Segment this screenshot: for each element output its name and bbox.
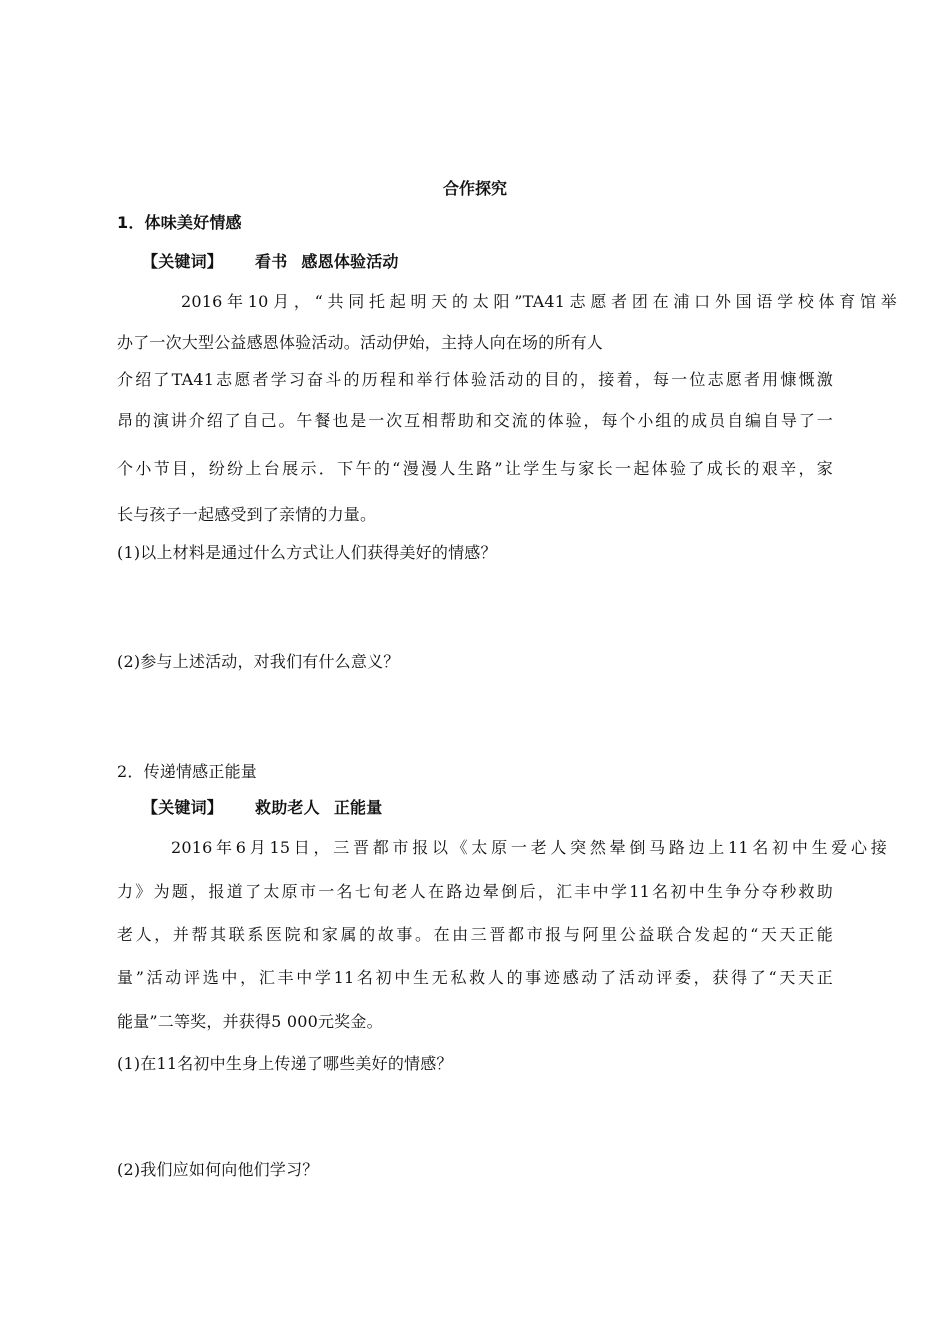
section-1-paragraph-line: 办了一次大型公益感恩体验活动。活动伊始，主持人向在场的所有人 [117,333,604,352]
section-2-paragraph-line: 2016年6月15日，三晋都市报以《太原一老人突然晕倒马路边上11名初中生爱心接 [171,838,887,857]
section-1-paragraph-line: 2016年10月，“共同托起明天的太阳”TA41志愿者团在浦口外国语学校体育馆举 [181,292,897,311]
keyword-label: 【关键词】 [142,252,224,271]
keyword-1: 看书 [255,252,288,271]
section-1-paragraph-line: 长与孩子一起感受到了亲情的力量。 [117,505,377,524]
keyword-1: 救助老人 [255,798,320,817]
section-1-question-2: (2)参与上述活动，对我们有什么意义？ [117,652,400,671]
section-1-paragraph-line: 个小节目，纷纷上台展示．下午的“漫漫人生路”让学生与家长一起体验了成长的艰辛，家 [117,459,833,478]
section-1-question-1: (1)以上材料是通过什么方式让人们获得美好的情感？ [117,543,497,562]
section-1-keywords [117,252,833,272]
section-2-question-1: (1)在11名初中生身上传递了哪些美好的情感？ [117,1054,453,1073]
section-2-paragraph-line: 老人，并帮其联系医院和家属的故事。在由三晋都市报与阿里公益联合发起的“天天正能 [117,925,833,944]
section-1-paragraph-line: 介绍了TA41志愿者学习奋斗的历程和举行体验活动的目的，接着，每一位志愿者用慷慨激 [117,370,833,389]
section-2-question-2: (2)我们应如何向他们学习？ [117,1160,319,1179]
section-1-paragraph-line: 昂的演讲介绍了自己。午餐也是一次互相帮助和交流的体验，每个小组的成员自编自导了一 [117,411,833,430]
page-title: 合作探究 [442,179,507,198]
keyword-2: 正能量 [333,798,383,817]
section-1-heading: 1．体味美好情感 [117,213,242,232]
section-2-heading: 2．传递情感正能量 [117,762,257,781]
keyword-2: 感恩体验活动 [301,252,399,271]
section-2-paragraph-line: 能量”二等奖，并获得5 000元奖金。 [117,1012,383,1031]
section-2-keywords [117,798,833,818]
keyword-label: 【关键词】 [142,798,224,817]
section-2-paragraph-line: 量”活动评选中，汇丰中学11名初中生无私救人的事迹感动了活动评委，获得了“天天正 [117,968,833,987]
section-2-paragraph-line: 力》为题，报道了太原市一名七旬老人在路边晕倒后，汇丰中学11名初中生争分夺秒救助 [117,882,833,901]
